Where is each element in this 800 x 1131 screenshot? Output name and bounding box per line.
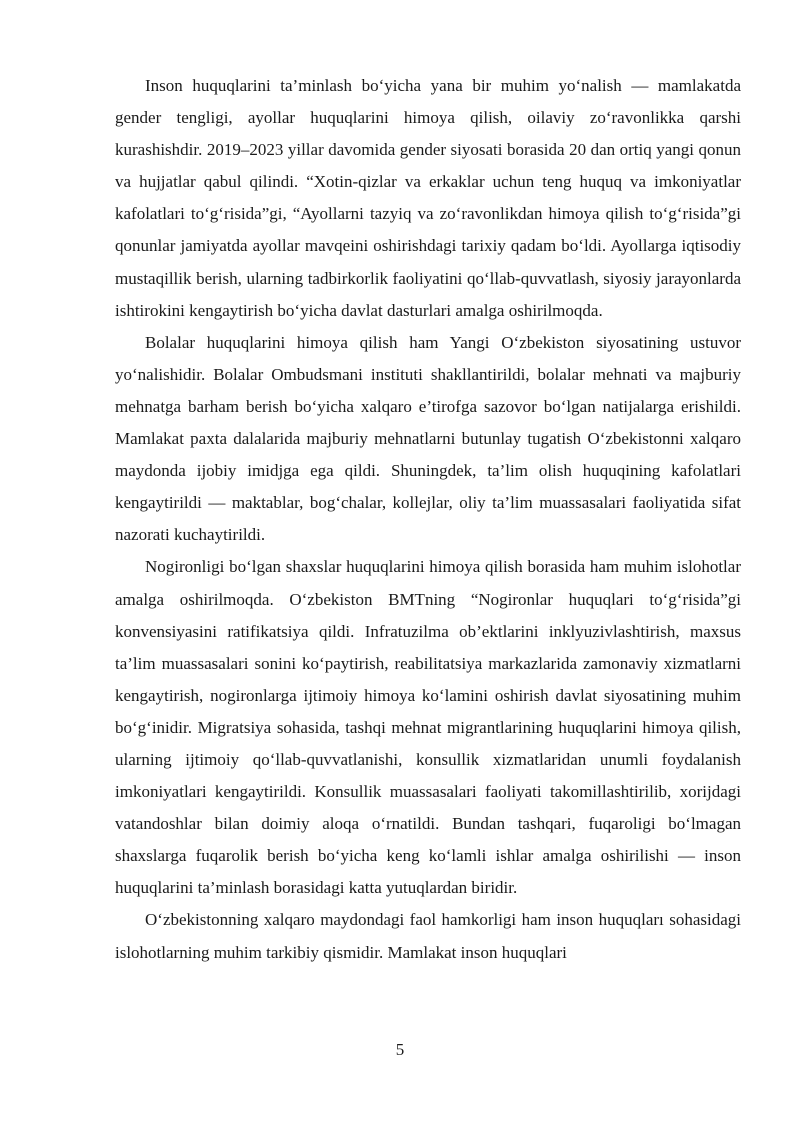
paragraph-international-cooperation: O‘zbekistonning xalqaro maydondagi faol hamkorligi ham inson huquqları sohasidagi islohotlarning muhim tarkibiy qismidir. Mamlakat inson huquqlari xyxy=(115,910,741,962)
paragraph-gender-equality: Inson huquqlarini ta’minlash bo‘yicha yana bir muhim yo‘nalish — mamlakatda gender tengligi, ayollar huquqlarini himoya qilish, oilaviy zo‘ravonlikka qarshi kurashishdir. 2019–2023 yillar davomida gender siyosati borasida 20 dan ortiq yangi qonun va hujjatlar qabul qilindi. “Xotin-qizlar va erkaklar uchun teng huquq va imkoniyatlar kafolatlari to‘g‘risida”gi, “Ayollarni tazyiq va zo‘ravonlikdan himoya qilish to‘g‘risida”gi qonunlar jamiyatda ayollar mavqeini oshirishdagi tarixiy qadam bo‘ldi. Ayollarga iqtisodiy mustaqillik berish, ularning tadbirkorlik faoliyatini qo‘llab-quvvatlash, siyosiy jarayonlarda ishtirokini kengaytirish bo‘yicha davlat dasturlari amalga oshirilmoqda. xyxy=(115,76,741,320)
paragraph-disability-rights: Nogironligi bo‘lgan shaxslar huquqlarini himoya qilish borasida ham muhim islohotlar amalga oshirilmoqda. O‘zbekiston BMTning “Nogironlar huquqlari to‘g‘risida”gi konvensiyasini ratifikatsiya qildi. Infratuzilma ob’ektlarini inklyuzivlashtirish, maxsus ta’lim muassasalari sonini ko‘paytirish, reabilitatsiya markazlarida zamonaviy xizmatlarni kengaytirish, nogironlarga ijtimoiy himoya ko‘lamini oshirish davlat siyosatining muhim bo‘g‘inidir. Migratsiya sohasida, tashqi mehnat migrantlarining huquqlarini himoya qilish, ularning ijtimoiy qo‘llab-quvvatlanishi, konsullik xizmatlaridan unumli foydalanish imkoniyatlari kengaytirildi. Konsullik muassasalari faoliyati takomillashtirilib, xorijdagi vatandoshlar bilan doimiy aloqa o‘rnatildi. Bundan tashqari, fuqaroligi bo‘lmagan shaxslarga fuqarolik berish bo‘yicha keng ko‘lamli ishlar amalga oshirilishi — inson huquqlarini ta’minlash borasidagi katta yutuqlardan biridir. xyxy=(115,557,741,898)
document-body xyxy=(115,70,741,969)
paragraph-children-rights: Bolalar huquqlarini himoya qilish ham Yangi O‘zbekiston siyosatining ustuvor yo‘nalishidir. Bolalar Ombudsmani instituti shakllantirildi, bolalar mehnati va majburiy mehnatga barham berish bo‘yicha xalqaro e’tirofga sazovor bo‘lgan natijalarga erishildi. Mamlakat paxta dalalarida majburiy mehnatlarni butunlay tugatish O‘zbekistonni xalqaro maydonda ijobiy imidjga ega qildi. Shuningdek, ta’lim olish huquqining kafolatlari kengaytirildi — maktablar, bog‘chalar, kollejlar, oliy ta’lim muassasalari faoliyatida sifat nazorati kuchaytirildi. xyxy=(115,332,741,545)
page-number: 5 xyxy=(395,1040,405,1059)
